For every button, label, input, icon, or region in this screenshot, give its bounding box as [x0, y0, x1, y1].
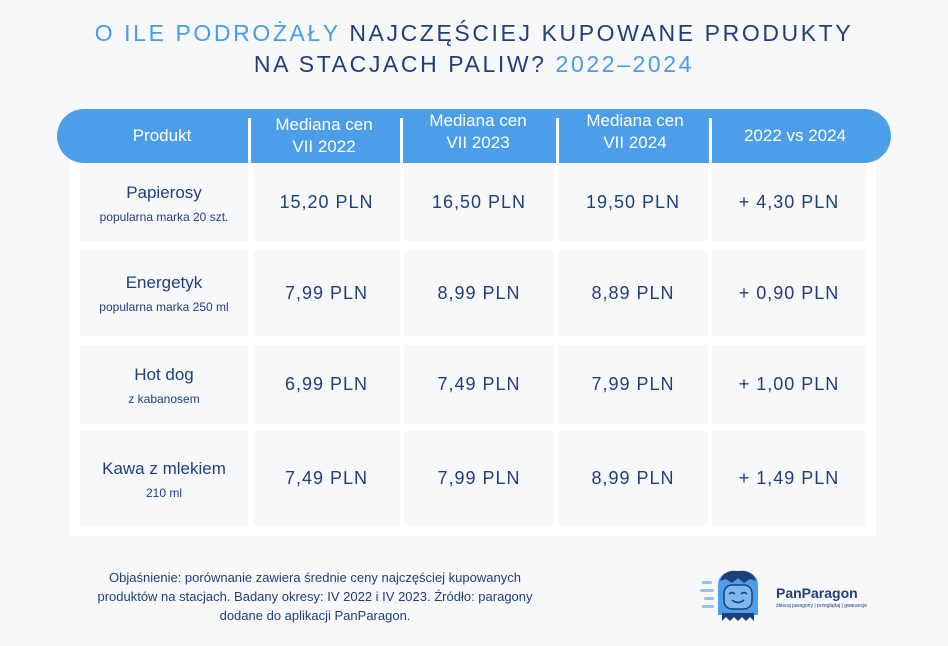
header-divider — [400, 118, 403, 164]
product-name: Hot dog — [134, 364, 194, 384]
title-part-1: O ILE PODROŻAŁY — [94, 20, 341, 46]
price-cell-2023: 7,99 PLN — [404, 431, 554, 526]
title-part-4: 2022–2024 — [555, 51, 695, 77]
product-cell — [80, 250, 248, 336]
price-cell-2022: 7,49 PLN — [253, 431, 400, 526]
product-cell — [80, 431, 248, 526]
title-part-3: NA STACJACH PALIW? — [253, 51, 547, 77]
header-divider — [248, 118, 251, 164]
price-cell-2022: 15,20 PLN — [253, 164, 400, 241]
diff-cell: + 1,49 PLN — [712, 431, 866, 526]
diff-cell: + 0,90 PLN — [712, 250, 866, 336]
price-cell-2024: 8,89 PLN — [558, 250, 708, 336]
table-header — [57, 109, 891, 163]
product-desc: z kabanosem — [128, 391, 200, 406]
header-diff: 2022 vs 2024 — [743, 126, 847, 145]
header-2022: Mediana cen VII 2022 — [275, 115, 373, 156]
product-desc: 210 ml — [145, 485, 183, 500]
product-cell — [80, 164, 248, 241]
price-cell-2022: 6,99 PLN — [253, 345, 400, 424]
header-2023: Mediana cen VII 2023 — [429, 111, 527, 152]
header-2024: Mediana cen VII 2024 — [586, 111, 684, 152]
product-name: Papierosy — [126, 182, 202, 202]
price-cell-2023: 8,99 PLN — [404, 250, 554, 336]
mascot-icon — [700, 567, 772, 623]
header-divider — [556, 118, 559, 164]
product-desc: popularna marka 250 ml — [99, 300, 229, 314]
logo-tagline: zbieraj paragony | przeglądaj | gwarancje — [776, 603, 867, 609]
diff-cell: + 1,00 PLN — [712, 345, 866, 424]
header-product: Produkt — [132, 126, 192, 145]
panparagon-logo — [700, 567, 870, 623]
diff-cell: + 4,30 PLN — [712, 164, 866, 241]
product-name: Kawa z mlekiem — [102, 458, 226, 478]
header-divider — [709, 118, 712, 164]
product-cell — [80, 345, 248, 424]
price-cell-2022: 7,99 PLN — [253, 250, 400, 336]
price-cell-2023: 16,50 PLN — [404, 164, 554, 241]
logo-name: PanParagon — [776, 585, 858, 601]
price-cell-2024: 8,99 PLN — [558, 431, 708, 526]
title-part-2: NAJCZĘŚCIEJ KUPOWANE PRODUKTY — [349, 20, 854, 46]
product-desc: popularna marka 20 szt. — [99, 209, 229, 224]
infographic-title — [0, 18, 948, 80]
price-cell-2024: 7,99 PLN — [558, 345, 708, 424]
footnote: Objaśnienie: porównanie zawiera średnie ceny najczęściej kupowanych produktów na stacjach. Badany okresy: IV 2022 i IV 2023. Źródło: paragony dodane do aplikacji PanParagon. — [97, 570, 533, 623]
price-cell-2023: 7,49 PLN — [404, 345, 554, 424]
product-name: Energetyk — [125, 273, 203, 292]
price-cell-2024: 19,50 PLN — [558, 164, 708, 241]
